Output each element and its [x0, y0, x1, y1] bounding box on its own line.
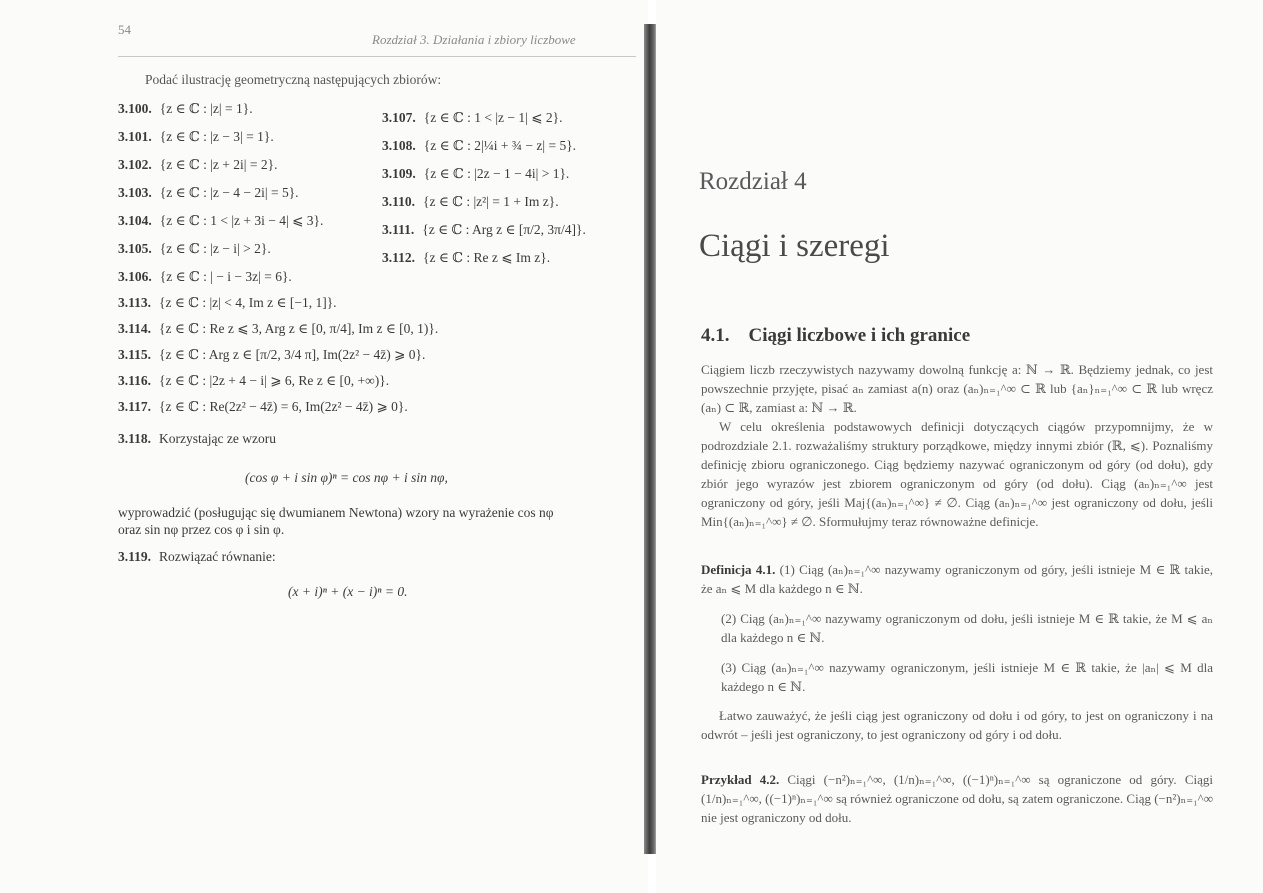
header-rule [118, 56, 636, 57]
problem-expression: {z ∈ ℂ : |z| < 4, Im z ∈ [−1, 1]}. [159, 295, 337, 310]
problem-expression: {z ∈ ℂ : 2|¼i + ¾ − z| = 5}. [423, 138, 577, 153]
problem-expression: {z ∈ ℂ : 1 < |z + 3i − 4| ⩽ 3}. [159, 213, 324, 228]
problem-expression: {z ∈ ℂ : |2z + 4 − i| ⩾ 6, Re z ∈ [0, +∞)}. [159, 373, 390, 388]
problem-number: 3.101. [118, 129, 152, 144]
problem-expression: {z ∈ ℂ : 1 < |z − 1| ⩽ 2}. [423, 110, 563, 125]
problem-expression: {z ∈ ℂ : |z + 2i| = 2}. [159, 157, 278, 172]
problem-item [382, 194, 559, 210]
problem-item [118, 241, 271, 257]
formula-equation: (x + i)ⁿ + (x − i)ⁿ = 0. [288, 584, 408, 599]
problem-3-118-line2: wyprowadzić (posługując się dwumianem Newtona) wzory na wyrażenie cos nφ [118, 505, 554, 520]
problem-expression: {z ∈ ℂ : Arg z ∈ [π/2, 3/4 π], Im(2z² − 4z̄) ⩾ 0}. [159, 347, 426, 362]
problem-number: 3.118. [118, 431, 152, 446]
problem-item [118, 129, 274, 145]
example-label: Przykład 4.2. [701, 772, 780, 787]
problem-item [118, 373, 389, 389]
section-title: Ciągi liczbowe i ich granice [748, 325, 971, 346]
formula-de-moivre: (cos φ + i sin φ)ⁿ = cos nφ + i sin nφ, [245, 470, 448, 485]
paragraph-1: Ciągiem liczb rzeczywistych nazywamy dowolną funkcję a: ℕ → ℝ. Będziemy jednak, co jest powszechnie przyjęte, pisać aₙ zamiast a(n) oraz (aₙ)ₙ₌₁^∞ ⊂ ℝ lub {aₙ}ₙ₌₁^∞ ⊂ ℝ lub wręcz (aₙ) ⊂ ℝ, zamiast a: ℕ → ℝ. [701, 362, 1213, 415]
right-page [656, 0, 1263, 893]
problem-item [118, 269, 292, 285]
paragraph-2: W celu określenia podstawowych definicji dotyczących ciągów przypomnijmy, że w podrozdziale 2.1. rozważaliśmy struktury porządkowe, między innymi zbiór (ℝ, ⩽). Poznaliśmy definicję zbioru ograniczonego. Ciąg będziemy nazywać ograniczonym od góry (od dołu), gdy zbiór jego wyrazów jest zbiorem ograniczonym od góry (od dołu). Ciąg (aₙ)ₙ₌₁^∞ jest ograniczony od góry, jeśli Maj{(aₙ)ₙ₌₁^∞} ≠ ∅. Ciąg (aₙ)ₙ₌₁^∞ jest ograniczony od dołu, jeśli Min{(aₙ)ₙ₌₁^∞} ≠ ∅. Sformułujmy teraz równoważne definicje. [701, 419, 1213, 529]
definition-part-2: (2) Ciąg (aₙ)ₙ₌₁^∞ nazywamy ograniczonym od dołu, jeśli istnieje M ∈ ℝ takie, że M ⩽ aₙ dla każdego n ∈ ℕ. [721, 611, 1213, 645]
page-number: 54 [118, 22, 131, 37]
problem-number: 3.106. [118, 269, 152, 284]
problem-number: 3.104. [118, 213, 152, 228]
problem-expression: {z ∈ ℂ : |z| = 1}. [159, 101, 253, 116]
problem-expression: {z ∈ ℂ : |z − 4 − 2i| = 5}. [159, 185, 299, 200]
problem-item [118, 157, 277, 173]
problem-item [382, 110, 563, 126]
problem-expression: {z ∈ ℂ : |2z − 1 − 4i| > 1}. [423, 166, 570, 181]
problem-number: 3.114. [118, 321, 152, 336]
problem-item [118, 347, 425, 363]
problem-number: 3.109. [382, 166, 416, 181]
problem-number: 3.112. [382, 250, 416, 265]
definition-part-3: (3) Ciąg (aₙ)ₙ₌₁^∞ nazywamy ograniczonym, jeśli istnieje M ∈ ℝ takie, że |aₙ| ⩽ M dla każdego n ∈ ℕ. [721, 660, 1213, 694]
problem-number: 3.115. [118, 347, 152, 362]
problem-expression: {z ∈ ℂ : |z − 3| = 1}. [159, 129, 274, 144]
problem-item [382, 250, 550, 266]
problem-expression: {z ∈ ℂ : |z − i| > 2}. [159, 241, 271, 256]
problem-item [118, 295, 337, 311]
definition-part-1: (1) Ciąg (aₙ)ₙ₌₁^∞ nazywamy ograniczonym od góry, jeśli istnieje M ∈ ℝ takie, że aₙ ⩽ M dla każdego n ∈ ℕ. [701, 562, 1213, 596]
problem-item [382, 222, 586, 238]
problem-3-118-line3: oraz sin nφ przez cos φ i sin φ. [118, 522, 285, 537]
problem-text: Korzystając ze wzoru [159, 431, 276, 446]
problem-expression: {z ∈ ℂ : Re(2z² − 4z̄) = 6, Im(2z² − 4z̄) ⩾ 0}. [159, 399, 408, 414]
problem-expression: {z ∈ ℂ : |z²| = 1 + Im z}. [423, 194, 559, 209]
problem-number: 3.110. [382, 194, 416, 209]
problem-number: 3.117. [118, 399, 152, 414]
problem-number: 3.119. [118, 549, 152, 564]
chapter-label: Rozdział 4 [699, 168, 807, 195]
example-text: Ciągi (−n²)ₙ₌₁^∞, (1/n)ₙ₌₁^∞, ((−1)ⁿ)ₙ₌₁^∞ są ograniczone od góry. Ciągi (1/n)ₙ₌₁^∞, ((−1)ⁿ)ₙ₌₁^∞ są również ograniczone od dołu, są zatem ograniczone. Ciąg (−n²)ₙ₌₁^∞ nie jest ograniczony od dołu. [701, 772, 1213, 825]
chapter-title: Ciągi i szeregi [699, 228, 890, 264]
problem-expression: {z ∈ ℂ : Re z ⩽ Im z}. [423, 250, 551, 265]
problem-text: Rozwiązać równanie: [159, 549, 276, 564]
problem-expression: {z ∈ ℂ : | − i − 3z| = 6}. [159, 269, 292, 284]
definition-4-1 [701, 560, 1213, 598]
problem-item [118, 185, 299, 201]
problem-3-119 [118, 549, 276, 565]
problem-item [382, 138, 576, 154]
problem-item [118, 213, 323, 229]
problem-number: 3.102. [118, 157, 152, 172]
problem-number: 3.100. [118, 101, 152, 116]
problem-expression: {z ∈ ℂ : Re z ⩽ 3, Arg z ∈ [0, π/4], Im z ∈ [0, 1)}. [159, 321, 439, 336]
example-4-2 [701, 770, 1213, 827]
definition-label: Definicja 4.1. [701, 562, 776, 577]
problem-number: 3.105. [118, 241, 152, 256]
problem-number: 3.108. [382, 138, 416, 153]
problem-item [118, 321, 438, 337]
problem-3-118 [118, 431, 276, 447]
problem-expression: {z ∈ ℂ : Arg z ∈ [π/2, 3π/4]}. [422, 222, 586, 237]
problem-number: 3.113. [118, 295, 152, 310]
running-header: Rozdział 3. Działania i zbiory liczbowe [372, 32, 576, 47]
problem-item [118, 399, 408, 415]
section-heading [701, 325, 970, 347]
section-number: 4.1. [701, 325, 730, 346]
problem-number: 3.103. [118, 185, 152, 200]
problem-number: 3.111. [382, 222, 415, 237]
problem-item [118, 101, 253, 117]
problem-number: 3.116. [118, 373, 152, 388]
paragraph-3: Łatwo zauważyć, że jeśli ciąg jest ograniczony od dołu i od góry, to jest on ograniczony i na odwrót – jeśli jest ograniczony, to jest ograniczony od góry i od dołu. [701, 708, 1213, 742]
problem-item [382, 166, 569, 182]
problem-number: 3.107. [382, 110, 416, 125]
exercise-intro: Podać ilustrację geometryczną następujących zbiorów: [145, 72, 442, 87]
